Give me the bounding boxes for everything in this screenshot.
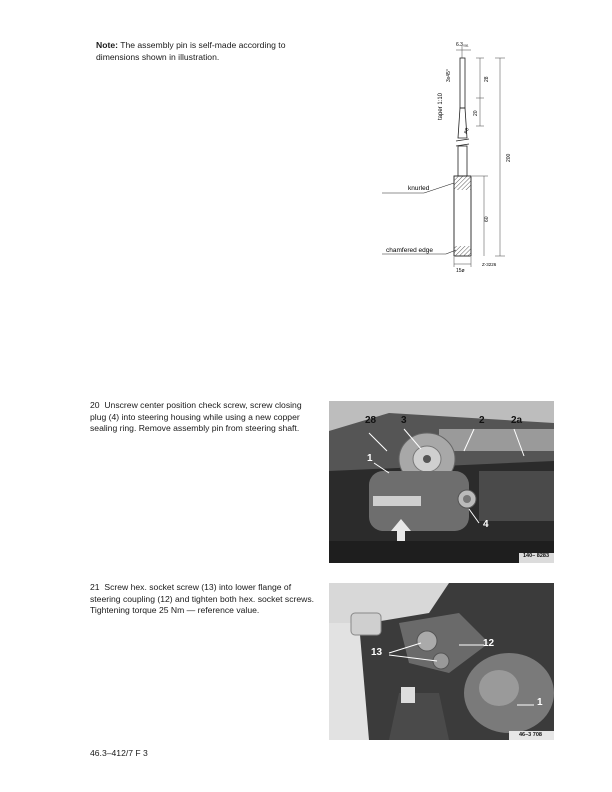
dim-15: 15ø [456,268,465,274]
drawing-code: Z-3226 [482,262,497,267]
page-footer: 46.3–412/7 F 3 [90,748,148,758]
dim-200: 200 [506,153,512,162]
step-text: Unscrew center position check screw, screw closing plug (4) into steering housing while using a new copper sealing ring. Remove assembly pin from steering shaft. [90,400,302,434]
tip-dimension: 6.3₀ₐ₁ [456,42,469,48]
chamfered-label: chamfered edge [386,247,433,254]
cut-label: 3x45° [446,69,452,82]
steering-coupling-photo [329,583,554,740]
callout-2a: 2a [511,415,523,426]
callout-4: 4 [483,519,489,530]
step-20-paragraph [90,400,315,435]
note-text: The assembly pin is self-made according to dimensions shown in illustration. [96,40,286,62]
step-text: Screw hex. socket screw (13) into lower flange of steering coupling (12) and tighten both hex. socket screws. Tightening torque 25 Nm — reference value. [90,582,315,616]
photo-ref: 140– 8283 [523,553,549,559]
callout-2: 2 [479,415,485,426]
dim-20: 20 [473,110,479,116]
note-label: Note: [96,40,118,50]
note-paragraph [96,40,306,63]
steering-housing-photo [329,401,554,563]
callout-3: 3 [401,415,407,426]
callout-1: 1 [367,453,373,464]
taper-label: taper 1:10 [438,92,444,120]
dim-8: ø8 [462,126,471,135]
callout-12: 12 [483,638,495,649]
pin-shaft [458,146,467,176]
knurled-label: knurled [408,185,430,192]
callout-28: 28 [365,415,377,426]
dim-28: 28 [484,76,490,82]
step-number: 21 [90,582,100,592]
assembly-pin-drawing [380,38,520,278]
photo-ref-2: 46–3 708 [519,732,542,738]
step-number: 20 [90,400,100,410]
dim-60: 60 [484,216,490,222]
steering-coupling-illustration [329,583,554,740]
callout-13: 13 [371,647,383,658]
callout-1b: 1 [537,697,543,708]
pin-tip [460,58,465,108]
step-21-paragraph [90,582,315,617]
